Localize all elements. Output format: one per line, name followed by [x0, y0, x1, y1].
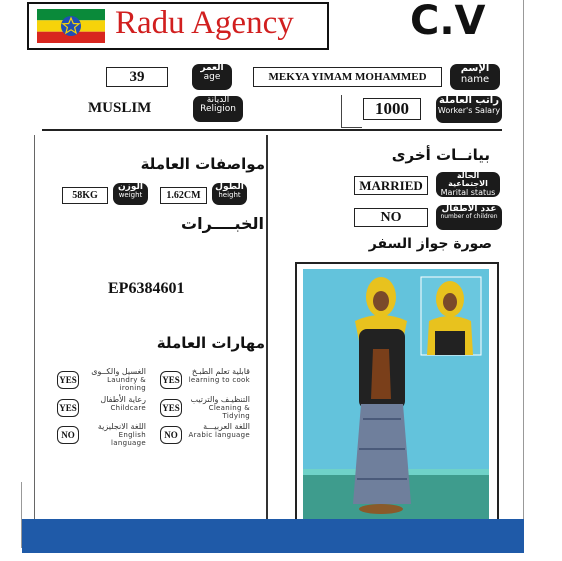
middle-column-line	[266, 135, 268, 520]
passport-photo-frame	[295, 262, 499, 528]
passport-photo-title: صورة جواز السفر	[368, 236, 492, 252]
age-value: 39	[106, 67, 168, 87]
salary-label	[436, 96, 502, 123]
height-label-ar: الطول	[215, 182, 244, 192]
skill-badge-cleaning: YES	[160, 399, 182, 417]
children-label-en: number of children	[440, 213, 498, 221]
age-label-ar: العمر	[200, 63, 224, 73]
skill-label-laundry	[82, 367, 146, 392]
name-value: MEKYA YIMAM MOHAMMED	[253, 67, 442, 87]
weight-label	[113, 183, 148, 205]
skill-ar-cook: قابلية تعلم الطبـخ	[191, 367, 250, 376]
skill-label-cleaning	[186, 395, 250, 420]
children-label	[436, 205, 502, 230]
ethiopia-flag-icon	[37, 9, 105, 43]
height-value: 1.62CM	[160, 187, 207, 204]
skill-badge-english: NO	[57, 426, 79, 444]
salary-value: 1000	[363, 98, 421, 120]
skill-ar-arabic: اللغة العربيـــة	[203, 422, 250, 431]
marital-label-ar: الحالة الاجتماعية	[448, 171, 488, 189]
name-label	[450, 64, 500, 90]
height-label-en: height	[218, 191, 241, 200]
children-label-ar: عدد الأطفال	[441, 204, 497, 214]
weight-label-en: weight	[118, 191, 143, 200]
right-border	[523, 0, 524, 552]
religion-value: MUSLIM	[88, 100, 152, 116]
weight-label-ar: الوزن	[118, 182, 143, 192]
skill-label-cook	[186, 367, 250, 384]
height-label	[212, 183, 247, 205]
salary-label-en: Worker's Salary	[437, 105, 501, 115]
section-divider	[42, 129, 502, 131]
passport-number: EP6384601	[108, 280, 185, 297]
skill-en-english: English language	[111, 431, 146, 448]
age-label-en: age	[203, 72, 221, 83]
salary-label-ar: راتب العاملة	[439, 95, 499, 106]
skill-badge-arabic: NO	[160, 426, 182, 444]
marital-label	[436, 172, 500, 197]
skill-label-childcare	[82, 395, 146, 412]
skill-ar-cleaning: التنظيـف والترتيب	[190, 395, 250, 404]
footer-bar	[22, 519, 524, 553]
skill-label-english	[82, 422, 146, 447]
skill-label-arabic	[186, 422, 250, 439]
skill-badge-laundry: YES	[57, 371, 79, 389]
name-label-ar: الإسم	[460, 63, 490, 74]
experience-title: الخبــــرات	[181, 214, 264, 233]
age-label	[192, 64, 232, 90]
agency-logo	[27, 2, 329, 50]
marital-label-en: Marital status	[440, 187, 496, 197]
left-column-line	[34, 135, 35, 520]
name-label-en: name	[460, 73, 490, 85]
passport-photo	[303, 269, 489, 521]
religion-label-en: Religion	[200, 104, 236, 115]
religion-label-ar: الديانة	[206, 95, 230, 105]
skill-en-childcare: Childcare	[110, 404, 146, 413]
salary-bracket	[341, 95, 362, 128]
skill-ar-english: اللغة الانجليزية	[97, 422, 146, 431]
cv-title: C.V	[410, 0, 486, 44]
skill-ar-childcare: رعاية الأطفال	[100, 395, 146, 404]
skill-ar-laundry: الغسيل والكــوى	[91, 367, 146, 376]
agency-name: Radu Agency	[115, 5, 294, 41]
other-title: بيانــات أخرى	[391, 146, 490, 164]
marital-value: MARRIED	[354, 176, 428, 195]
skill-en-cleaning: Cleaning & Tidying	[208, 404, 250, 421]
skill-badge-cook: YES	[160, 371, 182, 389]
skill-badge-childcare: YES	[57, 399, 79, 417]
skill-en-arabic: Arabic language	[188, 431, 250, 440]
specs-title: مواصفات العاملة	[140, 155, 265, 173]
skill-en-laundry: Laundry & ironing	[107, 376, 146, 393]
religion-label	[193, 96, 243, 122]
skills-title: مهارات العاملة	[156, 334, 265, 352]
skill-en-cook: learning to cook	[188, 376, 250, 385]
children-value: NO	[354, 208, 428, 227]
weight-value: 58KG	[62, 187, 108, 204]
